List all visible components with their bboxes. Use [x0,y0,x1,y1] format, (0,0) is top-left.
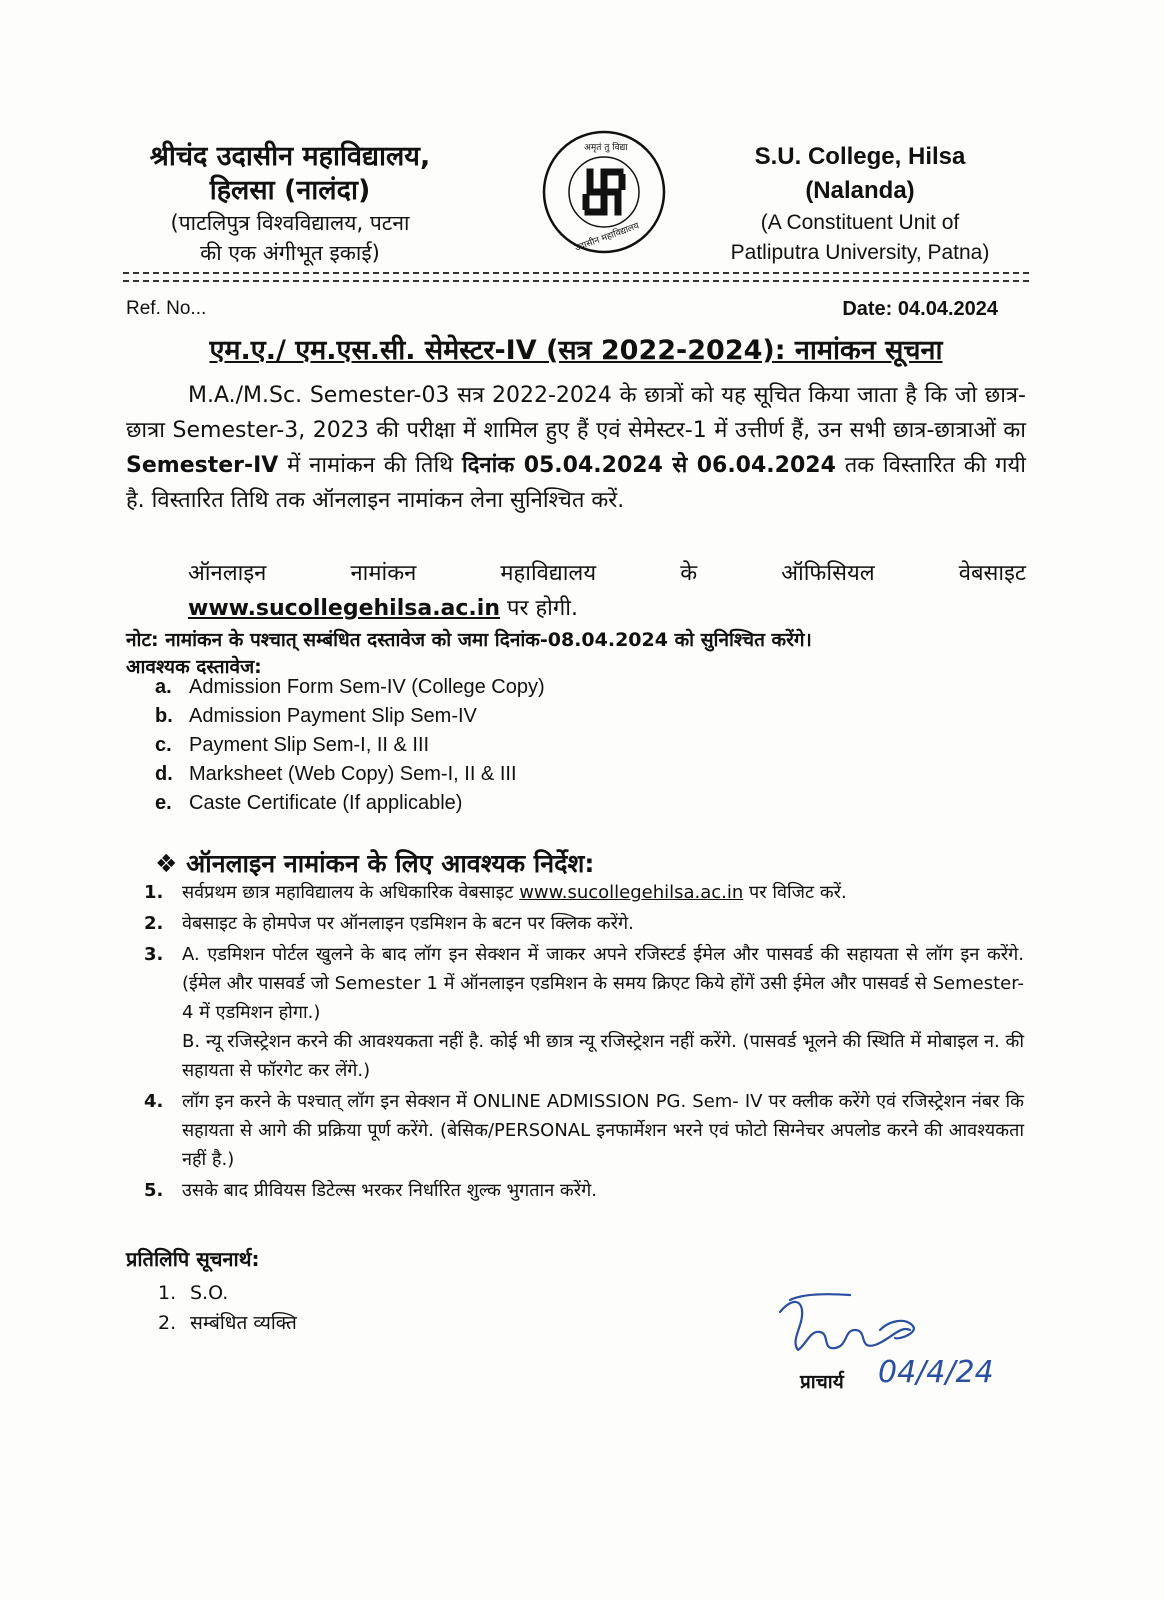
header-divider-1 [123,272,1029,274]
list-item: a. Admission Form Sem-IV (College Copy) [155,676,545,698]
college-website-link[interactable]: www.sucollegehilsa.ac.in [188,596,500,621]
english-sub-line2: Patliputra University, Patna) [730,241,990,264]
website-link[interactable]: www.sucollegehilsa.ac.in [519,882,744,903]
list-item: b. Admission Payment Slip Sem-IV [155,705,477,727]
list-item: 2. वेबसाइट के होमपेज पर ऑनलाइन एडमिशन के बटन पर क्लिक करेंगे. [144,913,634,934]
website-tail: पर होगी. [500,596,578,621]
list-item: 1. सर्वप्रथम छात्र महाविद्यालय के अधिकारिक वेबसाइट www.sucollegehilsa.ac.in पर विजिट करें. [144,882,847,903]
english-name-line2: (Nalanda) [805,177,915,204]
list-item: e. Caste Certificate (If applicable) [155,792,463,814]
reference-number: Ref. No... [126,298,207,319]
college-name-hindi [60,140,520,268]
college-name-english [700,140,1020,268]
principal-label: प्राचार्य [800,1371,844,1393]
copy-list [158,1278,297,1338]
header-divider-2 [123,280,1029,282]
list-item: c. Payment Slip Sem-I, II & III [155,734,430,756]
notice-title: एम.ए./ एम.एस.सी. सेमेस्टर-IV (सत्र 2022-2024): नामांकन सूचना [209,335,943,366]
english-name-line1: S.U. College, Hilsa [754,143,966,170]
hindi-name-line2: हिलसा (नालंदा) [209,175,371,206]
hindi-sub-line1: (पाटलिपुत्र विश्वविद्यालय, पटना [170,211,410,235]
list-item: 3. A. एडमिशन पोर्टल खुलने के बाद लॉग इन सेक्शन में जाकर अपने रजिस्टर्ड ईमेल और पासवर्ड की सहायता से लॉग इन करेंगे. (ईमेल और पासवर्ड जो Semester 1 में ऑनलाइन एडमिशन के समय क्रिएट किये होंगें उसी ईमेल और पासवर्ड से Semester-4 में एडमिशन होगा.) B. न्यू रजिस्ट्रेशन करने की आवश्यकता नहीं है. कोई भी छात्र न्यू रजिस्ट्रेशन नहीं करेंगे. (पासवर्ड भूलने की स्थिति में मोबाइल न. की सहायता से फॉरगेट कर लेंगे.) [144,940,1024,1085]
instructions-heading: ❖ ऑनलाइन नामांकन के लिए आवश्यक निर्देश: [155,849,595,878]
para-text-1: M.A./M.Sc. Semester-03 सत्र 2022-2024 के छात्रों को यह सूचित किया जाता है कि जो छात्र-छात्रा Semester-3, 2023 की परीक्षा में शामिल हुए हैं एवं सेमेस्टर-1 में उत्तीर्ण हैं, उन सभी छात्र-छात्राओं का [126,383,1026,443]
word: के [680,561,698,586]
word: ऑनलाइन [188,561,267,586]
college-seal-logo [540,128,668,256]
notice-date: Date: 04.04.2024 [842,298,998,320]
notice-paragraph [126,378,1026,518]
svg-text:अमृतं तु विद्या: अमृतं तु विद्या [584,143,628,153]
list-item: 2. सम्बंधित व्यक्ति [158,1312,297,1334]
para-text-2: में नामांकन की तिथि [278,453,463,478]
word: महाविद्यालय [500,561,597,586]
para-dates: दिनांक 05.04.2024 से 06.04.2024 [462,453,836,478]
website-words-row [126,556,1026,591]
hindi-name-line1: श्रीचंद उदासीन महाविद्यालय, [149,141,431,172]
word: वेबसाइट [958,561,1026,586]
list-item: 4. लॉग इन करने के पश्चात् लॉग इन सेक्शन में ONLINE ADMISSION PG. Sem- IV पर क्लीक करेंगे एवं रजिस्ट्रेशन नंबर कि सहायता से आगे की प्रक्रिया पूर्ण करेंगे. (बेसिक/PERSONAL इनफार्मेशन भरने एवं फोटो सिग्नेचर अपलोड करने की आवश्यकता नहीं है.) [144,1091,1024,1170]
documents-list [155,673,545,818]
list-item: 5. उसके बाद प्रीवियस डिटेल्स भरकर निर्धारित शुल्क भुगतान करेंगे. [144,1180,597,1201]
docs-heading: आवश्यक दस्तावेज: [126,656,262,678]
step-3b: B. न्यू रजिस्ट्रेशन करने की आवश्यकता नहीं है. कोई भी छात्र न्यू रजिस्ट्रेशन नहीं करेंगे. (पासवर्ड भूलने की स्थिति में मोबाइल न. की सहायता से फॉरगेट कर लेंगे.) [182,1031,1024,1081]
para-semester: Semester-IV [126,453,279,478]
copy-heading: प्रतिलिपि सूचनार्थ: [126,1247,260,1271]
english-sub-line1: (A Constituent Unit of [760,211,960,234]
list-item: 1. S.O. [158,1282,229,1304]
note-text: नोट: नामांकन के पश्चात् सम्बंधित दस्तावेज को जमा दिनांक-08.04.2024 को सुनिश्चित करेंगे। [126,629,812,651]
word: नामांकन [350,561,417,586]
step-3a: A. एडमिशन पोर्टल खुलने के बाद लॉग इन सेक्शन में जाकर अपने रजिस्टर्ड ईमेल और पासवर्ड की सहायता से लॉग इन करेंगे. (ईमेल और पासवर्ड जो Semester 1 में ऑनलाइन एडमिशन के समय क्रिएट किये होंगें उसी ईमेल और पासवर्ड से Semester-4 में एडमिशन होगा.) [182,944,1024,1023]
svg-text:उदासीन महाविद्यालय: उदासीन महाविद्यालय [573,221,641,254]
hindi-sub-line2: की एक अंगीभूत इकाई) [200,241,380,265]
word: ऑफिसियल [781,561,875,586]
list-item: d. Marksheet (Web Copy) Sem-I, II & III [155,763,517,785]
para-text-3: तक विस्तारित की गयी है. विस्तारित तिथि तक ऑनलाइन नामांकन लेना सुनिश्चित करें. [126,453,1026,513]
instructions-list [144,878,1024,1207]
signature-date: 04/4/24 [878,1355,994,1390]
website-paragraph [126,556,1026,626]
